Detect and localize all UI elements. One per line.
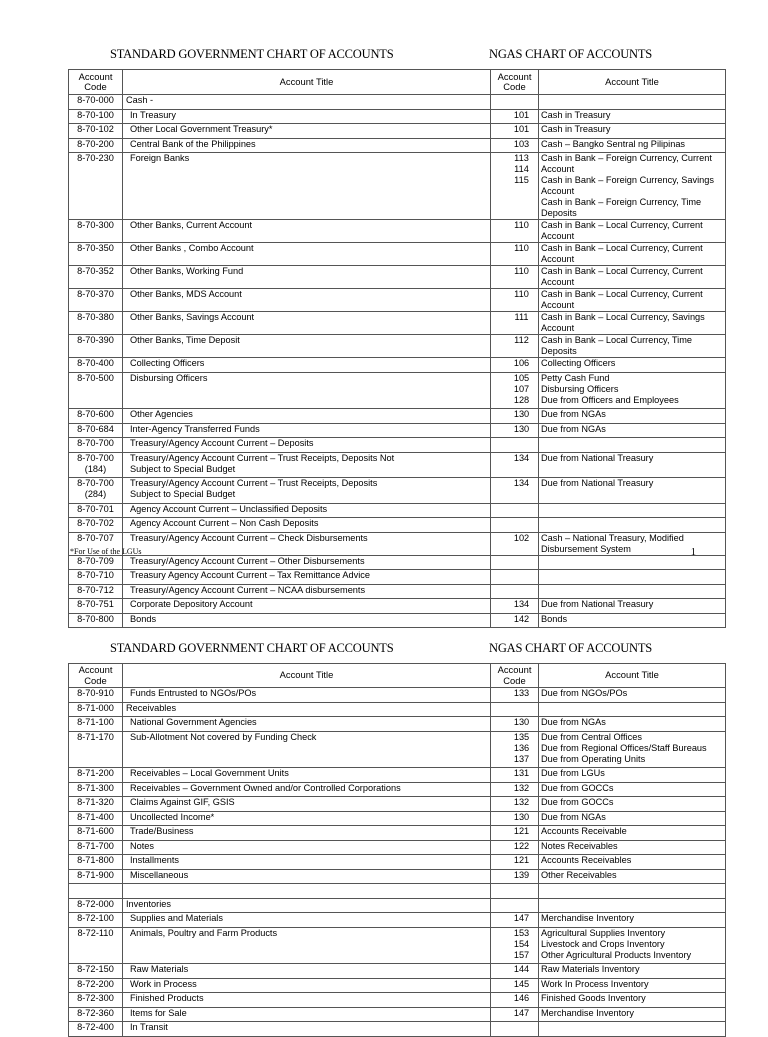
ngas-account-title: Due from GOCCs — [539, 782, 726, 797]
ngas-account-title: Notes Receivables — [539, 840, 726, 855]
sgca-account-title: Installments — [123, 855, 491, 870]
table-row — [69, 884, 726, 899]
ngas-account-title: Cash in Bank – Local Currency, Current Account — [539, 220, 726, 243]
ngas-account-title — [539, 884, 726, 899]
sgca-account-code: 8-71-000 — [69, 702, 123, 717]
ngas-account-code: 131 — [491, 768, 539, 783]
sgca-account-title: Treasury/Agency Account Current – Trust Receipts, Deposits Subject to Special Budget — [123, 478, 491, 504]
ngas-account-code: 135 136 137 — [491, 731, 539, 768]
sgca-account-title: Finished Products — [123, 993, 491, 1008]
sgca-account-code: 8-72-400 — [69, 1022, 123, 1037]
sgca-account-code: 8-70-684 — [69, 423, 123, 438]
ngas-account-title: Accounts Receivable — [539, 826, 726, 841]
table-row — [69, 898, 726, 913]
sgca-account-title: Other Agencies — [123, 409, 491, 424]
sgca-account-title: Other Banks , Combo Account — [123, 243, 491, 266]
sgca-account-title: Items for Sale — [123, 1007, 491, 1022]
ngas-account-code: 113 114 115 — [491, 153, 539, 220]
sgca-account-code: 8-72-000 — [69, 898, 123, 913]
sgca-code-header: Account Code — [69, 664, 123, 688]
sgca-account-code: 8-70-702 — [69, 518, 123, 533]
sgca-code-header: Account Code — [69, 70, 123, 95]
ngas-account-code: 130 — [491, 811, 539, 826]
ngas-account-code — [491, 898, 539, 913]
ngas-account-code: 130 — [491, 717, 539, 732]
ngas-account-code: 147 — [491, 913, 539, 928]
ngas-account-title: Work In Process Inventory — [539, 978, 726, 993]
ngas-account-code: 110 — [491, 220, 539, 243]
ngas-account-title — [539, 898, 726, 913]
sgca-account-code: 8-70-200 — [69, 138, 123, 153]
table-row — [69, 811, 726, 826]
ngas-account-code: 101 — [491, 124, 539, 139]
sgca-account-code: 8-70-400 — [69, 358, 123, 373]
ngas-title-header: Account Title — [539, 664, 726, 688]
ngas-account-title: Cash – National Treasury, Modified Disbursement System — [539, 532, 726, 555]
sgca-account-code: 8-70-390 — [69, 335, 123, 358]
sgca-account-code: 8-70-300 — [69, 220, 123, 243]
ngas-account-title: Cash in Bank – Local Currency, Savings Account — [539, 312, 726, 335]
ngas-account-code: 112 — [491, 335, 539, 358]
ngas-account-title: Cash in Treasury — [539, 109, 726, 124]
sgca-account-code: 8-70-600 — [69, 409, 123, 424]
ngas-account-code: 111 — [491, 312, 539, 335]
sgca-account-title: Other Banks, Working Fund — [123, 266, 491, 289]
ngas-account-code: 110 — [491, 289, 539, 312]
sgca-account-title: Collecting Officers — [123, 358, 491, 373]
sgca-account-title: Treasury/Agency Account Current – NCAA disbursements — [123, 584, 491, 599]
sgca-account-title: Trade/Business — [123, 826, 491, 841]
sgca-account-code: 8-71-320 — [69, 797, 123, 812]
sgca-account-title: Receivables — [123, 702, 491, 717]
sgca-account-title: National Government Agencies — [123, 717, 491, 732]
sgca-account-code: 8-70-710 — [69, 570, 123, 585]
ngas-account-code: 147 — [491, 1007, 539, 1022]
sgca-account-title: Sub-Allotment Not covered by Funding Check — [123, 731, 491, 768]
sgca-account-code: 8-71-200 — [69, 768, 123, 783]
right-heading: NGAS CHART OF ACCOUNTS — [489, 47, 653, 61]
sgca-account-title: Other Banks, Time Deposit — [123, 335, 491, 358]
sgca-account-title: Miscellaneous — [123, 869, 491, 884]
sgca-account-title: Animals, Poultry and Farm Products — [123, 927, 491, 964]
sgca-account-title: Disbursing Officers — [123, 372, 491, 409]
ngas-account-title: Cash – Bangko Sentral ng Pilipinas — [539, 138, 726, 153]
sgca-account-title: Treasury/Agency Account Current – Check Disbursements — [123, 532, 491, 555]
table-row — [69, 927, 726, 964]
table-row — [69, 840, 726, 855]
sgca-account-code: 8-70-701 — [69, 503, 123, 518]
sgca-account-code: 8-72-360 — [69, 1007, 123, 1022]
sgca-account-title: Bonds — [123, 613, 491, 628]
ngas-account-code: 110 — [491, 266, 539, 289]
ngas-account-code: 103 — [491, 138, 539, 153]
ngas-account-title: Due from NGAs — [539, 811, 726, 826]
ngas-account-code: 121 — [491, 855, 539, 870]
ngas-account-code: 134 — [491, 599, 539, 614]
sgca-account-code: 8-70-700 — [69, 438, 123, 453]
table-row — [69, 978, 726, 993]
table-row — [69, 869, 726, 884]
page-number: 1 — [690, 547, 696, 558]
sgca-account-title: Other Banks, Current Account — [123, 220, 491, 243]
sgca-account-code: 8-70-370 — [69, 289, 123, 312]
table-row — [69, 964, 726, 979]
sgca-account-code: 8-70-500 — [69, 372, 123, 409]
sgca-account-title: Funds Entrusted to NGOs/POs — [123, 688, 491, 703]
sgca-account-code: 8-71-900 — [69, 869, 123, 884]
sgca-account-code: 8-70-751 — [69, 599, 123, 614]
sgca-account-code: 8-72-150 — [69, 964, 123, 979]
ngas-code-header: Account Code — [491, 664, 539, 688]
sgca-account-code: 8-72-110 — [69, 927, 123, 964]
ngas-account-code: 132 — [491, 782, 539, 797]
sgca-account-title: Other Local Government Treasury* — [123, 124, 491, 139]
sgca-account-code: 8-71-300 — [69, 782, 123, 797]
ngas-account-title: Agricultural Supplies Inventory Livestock and Crops Inventory Other Agricultural Products Inventory — [539, 927, 726, 964]
ngas-account-code: 101 — [491, 109, 539, 124]
ngas-account-title: Merchandise Inventory — [539, 1007, 726, 1022]
sgca-account-code: 8-70-352 — [69, 266, 123, 289]
ngas-account-title: Cash in Bank – Local Currency, Current Account — [539, 266, 726, 289]
ngas-account-code: 132 — [491, 797, 539, 812]
sgca-account-code: 8-70-000 — [69, 95, 123, 110]
ngas-account-title: Due from National Treasury — [539, 599, 726, 614]
ngas-account-code: 146 — [491, 993, 539, 1008]
left-heading: STANDARD GOVERNMENT CHART OF ACCOUNTS — [110, 47, 394, 61]
right-heading: NGAS CHART OF ACCOUNTS — [489, 641, 653, 655]
ngas-account-title: Bonds — [539, 613, 726, 628]
table-row — [69, 768, 726, 783]
ngas-account-code: 110 — [491, 243, 539, 266]
table-row — [69, 993, 726, 1008]
sgca-account-code: 8-71-600 — [69, 826, 123, 841]
ngas-account-code: 106 — [491, 358, 539, 373]
sgca-account-title: Treasury Agency Account Current – Tax Remittance Advice — [123, 570, 491, 585]
sgca-account-title: Supplies and Materials — [123, 913, 491, 928]
sgca-account-code: 8-70-700 (184) — [69, 452, 123, 478]
sgca-account-code: 8-71-400 — [69, 811, 123, 826]
sgca-account-title: Corporate Depository Account — [123, 599, 491, 614]
table-row — [69, 1007, 726, 1022]
ngas-account-code: 121 — [491, 826, 539, 841]
table-row — [69, 782, 726, 797]
ngas-account-title: Due from National Treasury — [539, 478, 726, 504]
ngas-account-title: Due from NGAs — [539, 423, 726, 438]
ngas-account-code: 102 — [491, 532, 539, 555]
ngas-account-title: Cash in Bank – Foreign Currency, Current Account Cash in Bank – Foreign Currency, Savings Account Cash in Bank – Foreign Currency, Time Deposits — [539, 153, 726, 220]
sgca-account-title: In Transit — [123, 1022, 491, 1037]
ngas-account-code: 153 154 157 — [491, 927, 539, 964]
ngas-account-title: Cash in Bank – Local Currency, Time Deposits — [539, 335, 726, 358]
sgca-account-code: 8-71-800 — [69, 855, 123, 870]
sgca-account-title: Treasury/Agency Account Current – Deposits — [123, 438, 491, 453]
table-row — [69, 855, 726, 870]
sgca-account-title: Inter-Agency Transferred Funds — [123, 423, 491, 438]
sgca-account-title: Work in Process — [123, 978, 491, 993]
ngas-code-header: Account Code — [491, 70, 539, 95]
sgca-account-code: 8-72-300 — [69, 993, 123, 1008]
ngas-title-header: Account Title — [539, 70, 726, 95]
ngas-account-code: 130 — [491, 409, 539, 424]
table-row — [69, 702, 726, 717]
ngas-account-title: Other Receivables — [539, 869, 726, 884]
table-row — [69, 826, 726, 841]
sgca-account-code: 8-70-800 — [69, 613, 123, 628]
ngas-account-title: Cash in Bank – Local Currency, Current Account — [539, 289, 726, 312]
sgca-account-title: Receivables – Local Government Units — [123, 768, 491, 783]
sgca-account-title: Receivables – Government Owned and/or Controlled Corporations — [123, 782, 491, 797]
ngas-account-code: 122 — [491, 840, 539, 855]
ngas-account-title: Cash in Bank – Local Currency, Current Account — [539, 243, 726, 266]
ngas-account-code: 130 — [491, 423, 539, 438]
ngas-account-code: 144 — [491, 964, 539, 979]
ngas-account-code — [491, 884, 539, 899]
sgca-account-code: 8-70-230 — [69, 153, 123, 220]
ngas-account-code: 145 — [491, 978, 539, 993]
ngas-account-title: Due from LGUs — [539, 768, 726, 783]
ngas-account-title — [539, 702, 726, 717]
sgca-account-title: Central Bank of the Philippines — [123, 138, 491, 153]
sgca-account-title: Raw Materials — [123, 964, 491, 979]
ngas-account-code: 105 107 128 — [491, 372, 539, 409]
ngas-account-code: 133 — [491, 688, 539, 703]
sgca-account-code: 8-72-100 — [69, 913, 123, 928]
accounts-table — [68, 663, 726, 1037]
sgca-account-code: 8-70-380 — [69, 312, 123, 335]
ngas-account-title: Accounts Receivables — [539, 855, 726, 870]
footnote: *For Use of the LGUs — [70, 547, 142, 556]
sgca-account-title: Inventories — [123, 898, 491, 913]
table-header-row — [69, 664, 726, 688]
sgca-account-code: 8-71-700 — [69, 840, 123, 855]
sgca-account-code: 8-71-100 — [69, 717, 123, 732]
sgca-account-title: Other Banks, MDS Account — [123, 289, 491, 312]
sgca-account-code: 8-70-350 — [69, 243, 123, 266]
sgca-account-title: Foreign Banks — [123, 153, 491, 220]
sgca-account-code: 8-70-712 — [69, 584, 123, 599]
ngas-account-code: 134 — [491, 452, 539, 478]
sgca-account-code — [69, 884, 123, 899]
ngas-account-code — [491, 702, 539, 717]
sgca-account-title: Uncollected Income* — [123, 811, 491, 826]
ngas-account-title: Due from GOCCs — [539, 797, 726, 812]
sgca-account-code: 8-70-700 (284) — [69, 478, 123, 504]
ngas-account-title: Finished Goods Inventory — [539, 993, 726, 1008]
sgca-account-title: In Treasury — [123, 109, 491, 124]
ngas-account-title: Petty Cash Fund Disbursing Officers Due from Officers and Employees — [539, 372, 726, 409]
ngas-account-title: Due from NGOs/POs — [539, 688, 726, 703]
sgca-account-title — [123, 884, 491, 899]
ngas-account-title: Due from NGAs — [539, 409, 726, 424]
sgca-account-code: 8-71-170 — [69, 731, 123, 768]
sgca-account-title: Other Banks, Savings Account — [123, 312, 491, 335]
sgca-account-title: Agency Account Current – Non Cash Deposits — [123, 518, 491, 533]
sgca-account-code: 8-70-910 — [69, 688, 123, 703]
sgca-account-code: 8-70-709 — [69, 555, 123, 570]
sgca-account-code: 8-70-100 — [69, 109, 123, 124]
table-row — [69, 688, 726, 703]
ngas-account-title: Collecting Officers — [539, 358, 726, 373]
ngas-account-code: 142 — [491, 613, 539, 628]
sgca-account-title: Treasury/Agency Account Current – Other Disbursements — [123, 555, 491, 570]
sgca-account-title: Notes — [123, 840, 491, 855]
ngas-account-title: Due from NGAs — [539, 717, 726, 732]
ngas-account-code: 139 — [491, 869, 539, 884]
ngas-account-title: Raw Materials Inventory — [539, 964, 726, 979]
sgca-title-header: Account Title — [123, 70, 491, 95]
table-row — [69, 797, 726, 812]
table-row — [69, 913, 726, 928]
sgca-account-title: Cash - — [123, 95, 491, 110]
sgca-account-code: 8-70-102 — [69, 124, 123, 139]
left-heading: STANDARD GOVERNMENT CHART OF ACCOUNTS — [110, 641, 394, 655]
ngas-account-title: Due from Central Offices Due from Regional Offices/Staff Bureaus Due from Operating Units — [539, 731, 726, 768]
ngas-account-code: 134 — [491, 478, 539, 504]
sgca-account-title: Agency Account Current – Unclassified Deposits — [123, 503, 491, 518]
sgca-account-title: Claims Against GIF, GSIS — [123, 797, 491, 812]
ngas-account-title: Merchandise Inventory — [539, 913, 726, 928]
sgca-account-code: 8-70-707 — [69, 532, 123, 555]
sgca-account-code: 8-72-200 — [69, 978, 123, 993]
sgca-account-title: Treasury/Agency Account Current – Trust Receipts, Deposits Not Subject to Special Budget — [123, 452, 491, 478]
table-row — [69, 731, 726, 768]
table-row — [69, 717, 726, 732]
sgca-title-header: Account Title — [123, 664, 491, 688]
ngas-account-title: Cash in Treasury — [539, 124, 726, 139]
ngas-account-title: Due from National Treasury — [539, 452, 726, 478]
